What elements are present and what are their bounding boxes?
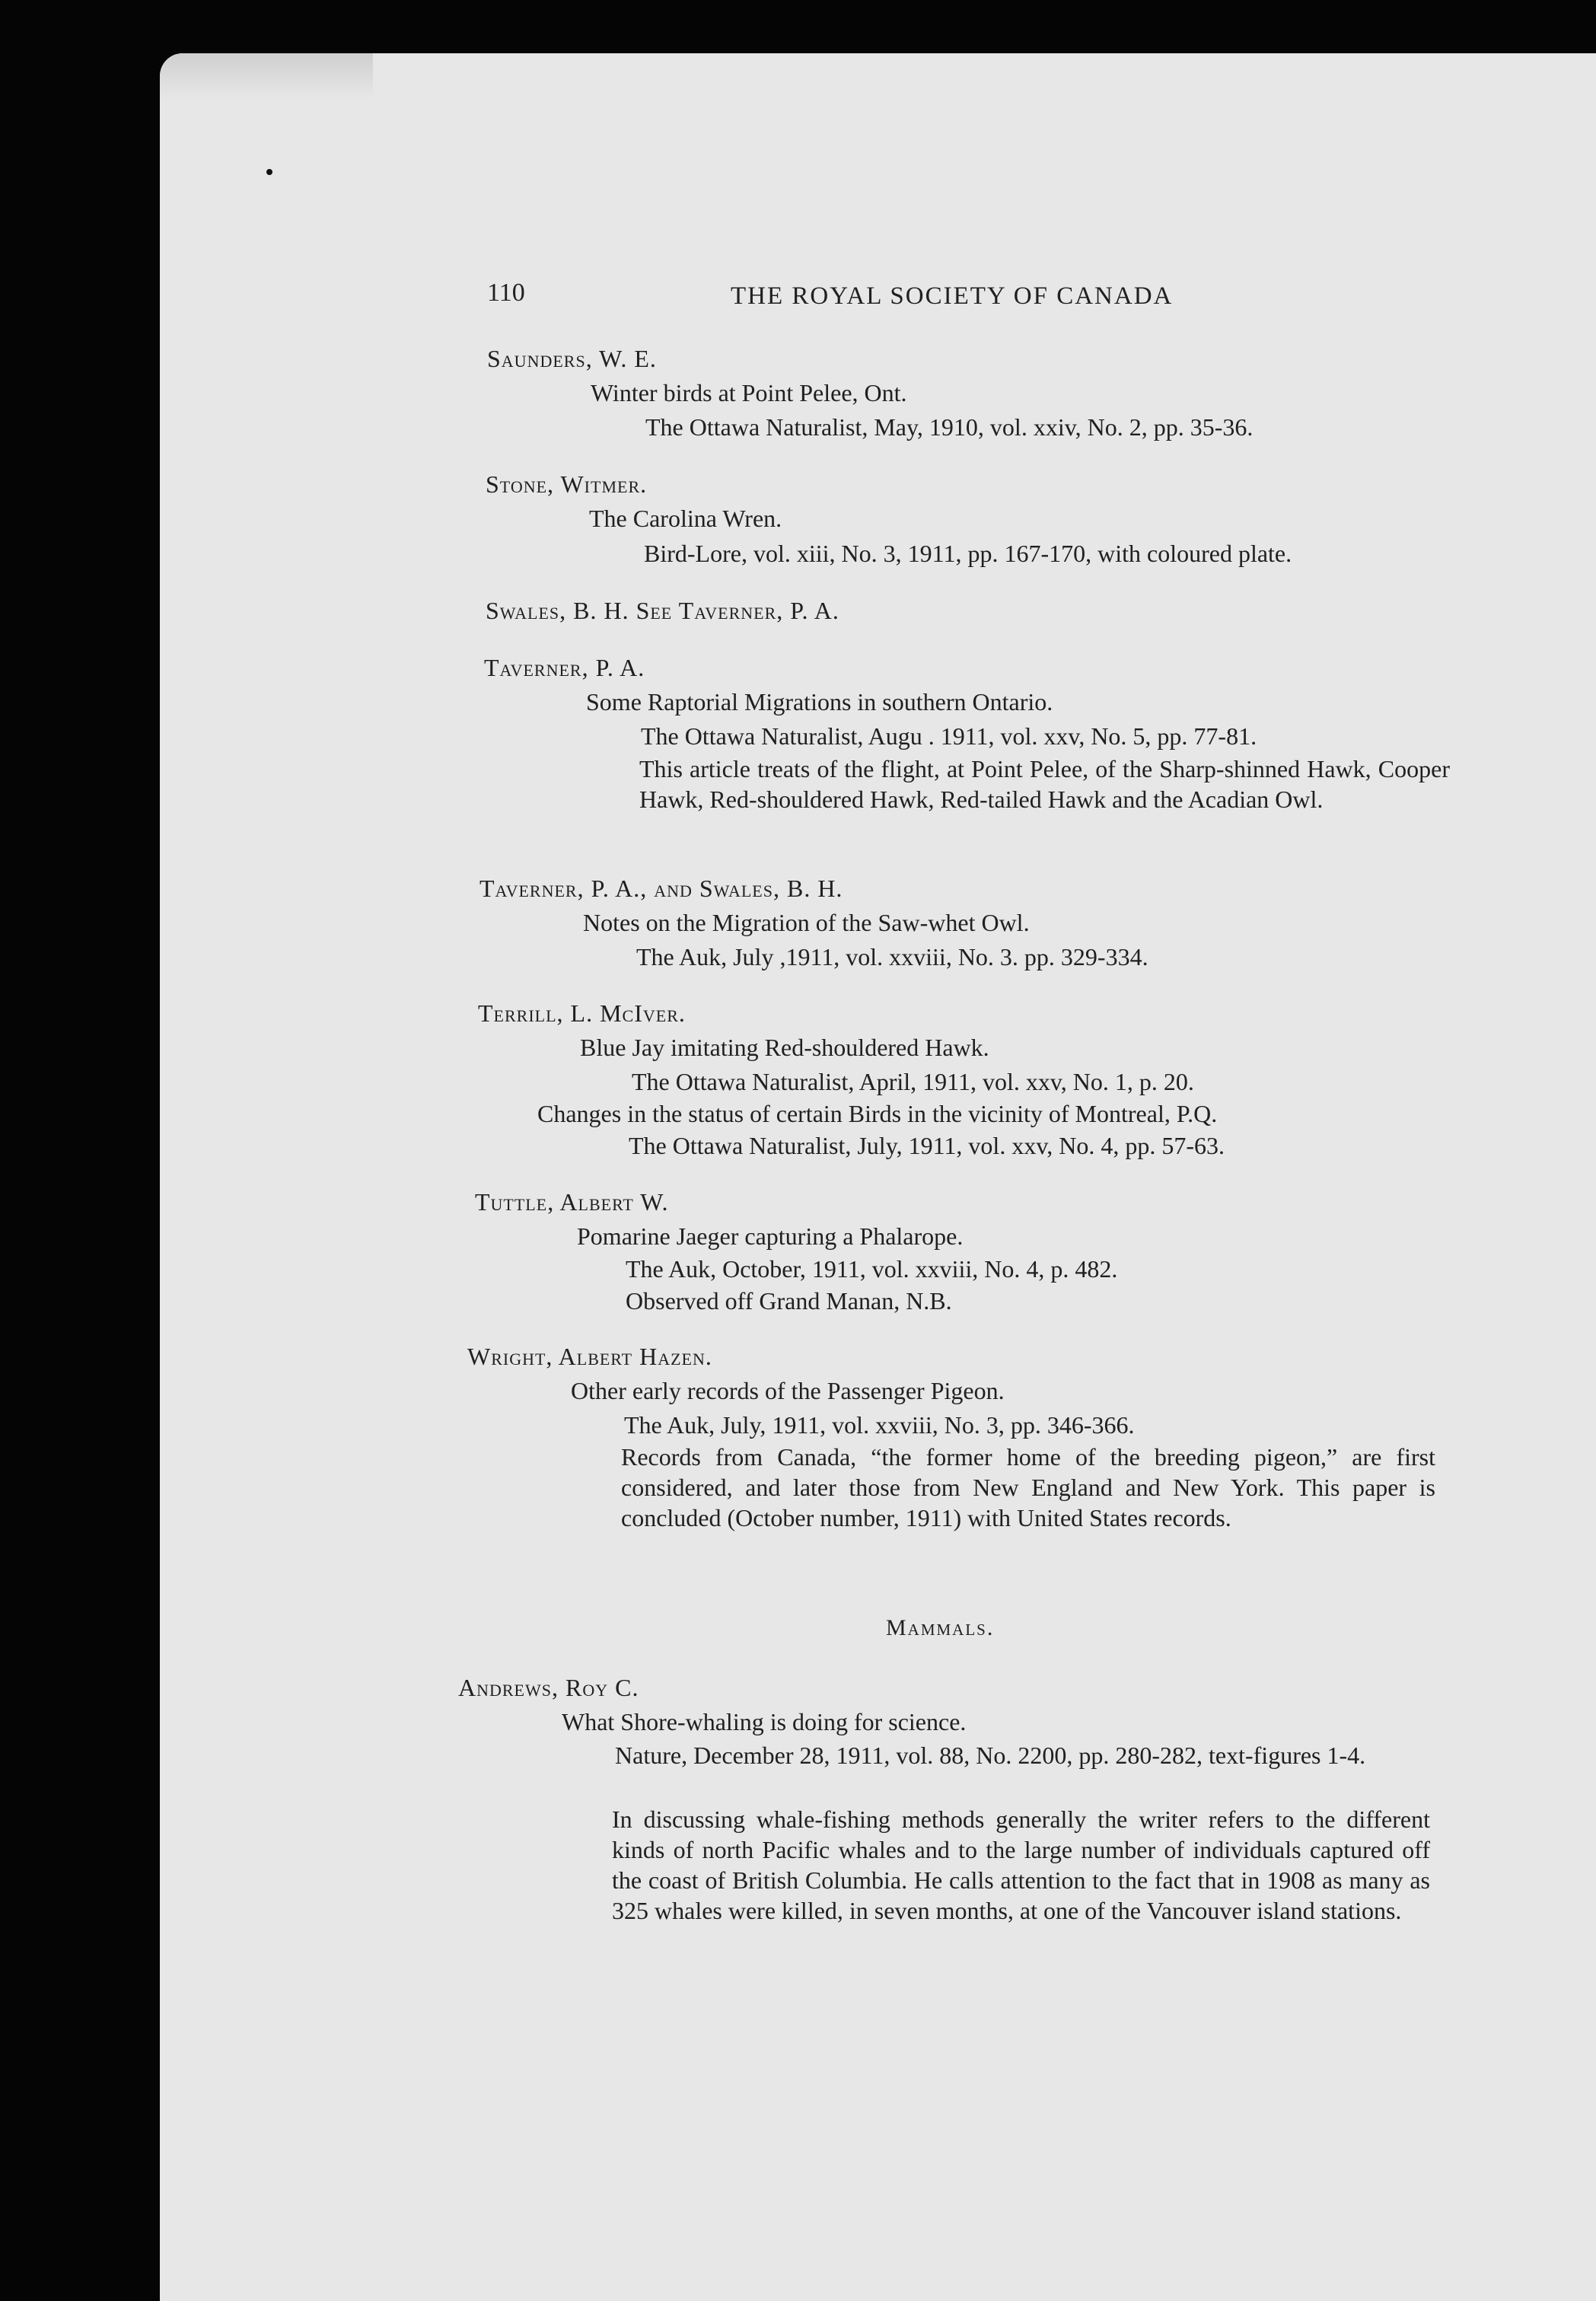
entry-author: Wright, Albert Hazen. bbox=[467, 1343, 712, 1370]
page-number: 110 bbox=[487, 279, 525, 307]
entry-author: Saunders, W. E. bbox=[487, 345, 657, 372]
entry-author: Terrill, L. McIver. bbox=[478, 999, 686, 1027]
entry-author: Tuttle, Albert W. bbox=[475, 1188, 669, 1216]
entry-title: Changes in the status of certain Birds in the vicinity of Montreal, P.Q. bbox=[537, 1100, 1218, 1127]
entry-citation: The Ottawa Naturalist, May, 1910, vol. xxiv, No. 2, pp. 35-36. bbox=[645, 413, 1254, 441]
entry-citation: The Ottawa Naturalist, April, 1911, vol. xxv, No. 1, p. 20. bbox=[632, 1068, 1194, 1095]
entry-author: Andrews, Roy C. bbox=[458, 1674, 639, 1701]
entry-citation: The Ottawa Naturalist, July, 1911, vol. xxv, No. 4, pp. 57-63. bbox=[629, 1132, 1225, 1159]
entry-note: Observed off Grand Manan, N.B. bbox=[626, 1287, 952, 1315]
entry-title: Winter birds at Point Pelee, Ont. bbox=[591, 379, 907, 406]
entry-author: Swales, B. H. See Taverner, P. A. bbox=[486, 597, 839, 624]
entry-title: What Shore-whaling is doing for science. bbox=[562, 1708, 967, 1735]
entry-author: Taverner, P. A., and Swales, B. H. bbox=[479, 875, 843, 902]
entry-title: Other early records of the Passenger Pigeon. bbox=[571, 1377, 1005, 1404]
running-head: THE ROYAL SOCIETY OF CANADA bbox=[731, 282, 1174, 310]
section-heading: Mammals. bbox=[886, 1615, 995, 1640]
entry-citation: The Auk, July ,1911, vol. xxviii, No. 3. pp. 329-334. bbox=[636, 943, 1148, 970]
entry-citation: Nature, December 28, 1911, vol. 88, No. 2200, pp. 280-282, text-figures 1-4. bbox=[615, 1742, 1366, 1769]
entry-author: Stone, Witmer. bbox=[486, 470, 648, 498]
entry-citation: The Ottawa Naturalist, Augu . 1911, vol. xxv, No. 5, pp. 77-81. bbox=[641, 722, 1257, 750]
entry-citation: The Auk, October, 1911, vol. xxviii, No. 4, p. 482. bbox=[626, 1255, 1118, 1283]
entry-title: The Carolina Wren. bbox=[589, 505, 782, 532]
entry-citation: Bird-Lore, vol. xiii, No. 3, 1911, pp. 167-170, with coloured plate. bbox=[644, 540, 1292, 567]
entry-title: Blue Jay imitating Red-shouldered Hawk. bbox=[580, 1034, 989, 1061]
entry-citation: The Auk, July, 1911, vol. xxviii, No. 3, pp. 346-366. bbox=[624, 1411, 1135, 1439]
entry-note: This article treats of the flight, at Point Pelee, of the Sharp-shinned Hawk, Cooper Hawk, Red-shouldered Hawk, Red-tailed Hawk and the Acadian Owl. bbox=[639, 755, 1450, 813]
entry-title: Pomarine Jaeger capturing a Phalarope. bbox=[577, 1222, 964, 1250]
entry-note: Records from Canada, “the former home of the breeding pigeon,” are first considered, and later those from New England and New York. This paper is concluded (October number, 1911) with United States records. bbox=[621, 1443, 1435, 1531]
entry-title: Some Raptorial Migrations in southern Ontario. bbox=[586, 688, 1053, 715]
entry-title: Notes on the Migration of the Saw-whet Owl. bbox=[583, 909, 1030, 936]
entry-note: In discussing whale-fishing methods generally the writer refers to the different kinds of north Pacific whales and to the large number of individuals captured off the coast of British Columbia. He calls attention to the fact that in 1908 as many as 325 whales were killed, in seven months, at one of the Vancouver island stations. bbox=[612, 1805, 1430, 1924]
entry-author: Taverner, P. A. bbox=[484, 654, 645, 681]
